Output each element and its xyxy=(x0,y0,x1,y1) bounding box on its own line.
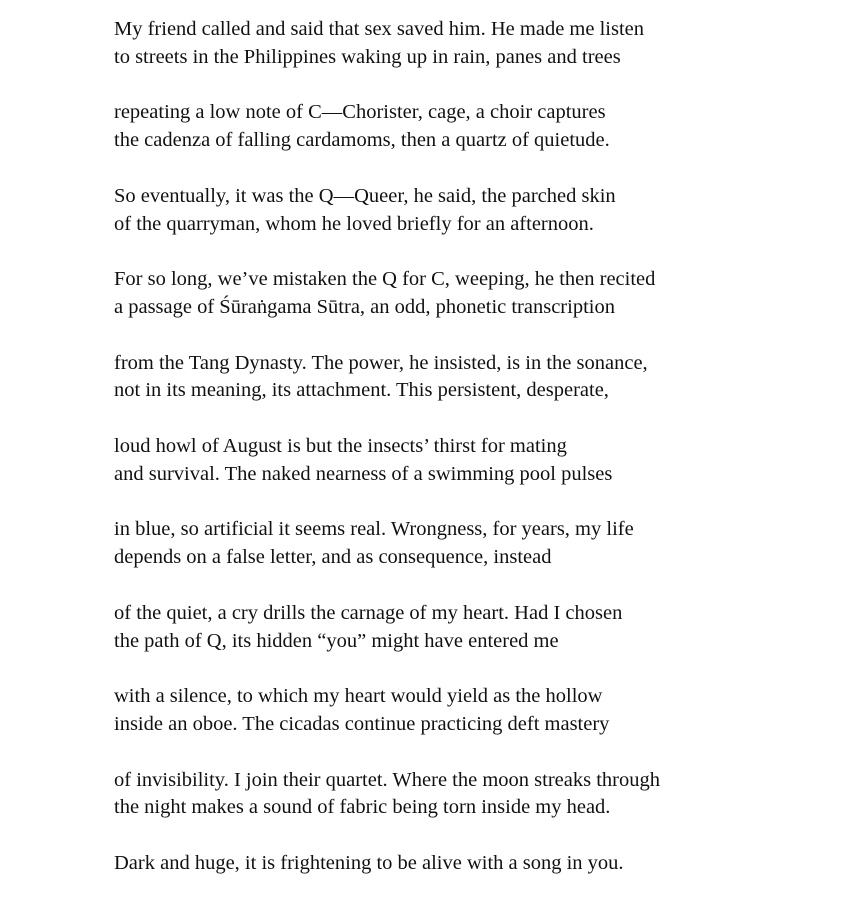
poem-line: of the quarryman, whom he loved briefly for an afternoon. xyxy=(114,212,594,235)
poem-line: For so long, we’ve mistaken the Q for C, weeping, he then recited xyxy=(114,268,656,291)
poem-line: inside an oboe. The cicadas continue practicing deft mastery xyxy=(114,712,610,735)
stanza-10 xyxy=(114,767,834,823)
stanza-4 xyxy=(114,266,834,322)
poem-line: the cadenza of falling cardamoms, then a quartz of quietude. xyxy=(114,129,610,152)
poem-line: in blue, so artificial it seems real. Wrongness, for years, my life xyxy=(114,518,634,541)
stanza-5 xyxy=(114,350,834,406)
stanza-6 xyxy=(114,433,834,489)
poem-line: and survival. The naked nearness of a swimming pool pulses xyxy=(114,462,613,485)
stanza-2 xyxy=(114,99,834,155)
poem-line: not in its meaning, its attachment. This persistent, desperate, xyxy=(114,379,609,402)
poem-line: to streets in the Philippines waking up in rain, panes and trees xyxy=(114,45,621,68)
poem-line: Dark and huge, it is frightening to be alive with a song in you. xyxy=(114,851,624,874)
poem-line: depends on a false letter, and as consequence, instead xyxy=(114,546,552,569)
stanza-1 xyxy=(114,16,834,72)
poem-line: repeating a low note of C—Chorister, cage, a choir captures xyxy=(114,101,606,124)
poem-line: My friend called and said that sex saved him. He made me listen xyxy=(114,18,644,40)
stanza-7 xyxy=(114,516,834,572)
poem-line: from the Tang Dynasty. The power, he insisted, is in the sonance, xyxy=(114,351,648,374)
stanza-9 xyxy=(114,683,834,739)
stanza-11 xyxy=(114,850,834,878)
poem-body xyxy=(114,16,834,906)
poem-line: a passage of Śūraṅgama Sūtra, an odd, phonetic transcription xyxy=(114,295,615,318)
poem-line: loud howl of August is but the insects’ thirst for mating xyxy=(114,434,567,457)
poem-line: So eventually, it was the Q—Queer, he said, the parched skin xyxy=(114,184,616,207)
poem-line: the night makes a sound of fabric being torn inside my head. xyxy=(114,796,611,819)
poem-line: of the quiet, a cry drills the carnage of my heart. Had I chosen xyxy=(114,601,623,624)
poem-line: with a silence, to which my heart would yield as the hollow xyxy=(114,685,603,708)
poem-line: the path of Q, its hidden “you” might have entered me xyxy=(114,629,559,652)
poem-line: of invisibility. I join their quartet. Where the moon streaks through xyxy=(114,768,660,791)
stanza-8 xyxy=(114,600,834,656)
stanza-3 xyxy=(114,183,834,239)
